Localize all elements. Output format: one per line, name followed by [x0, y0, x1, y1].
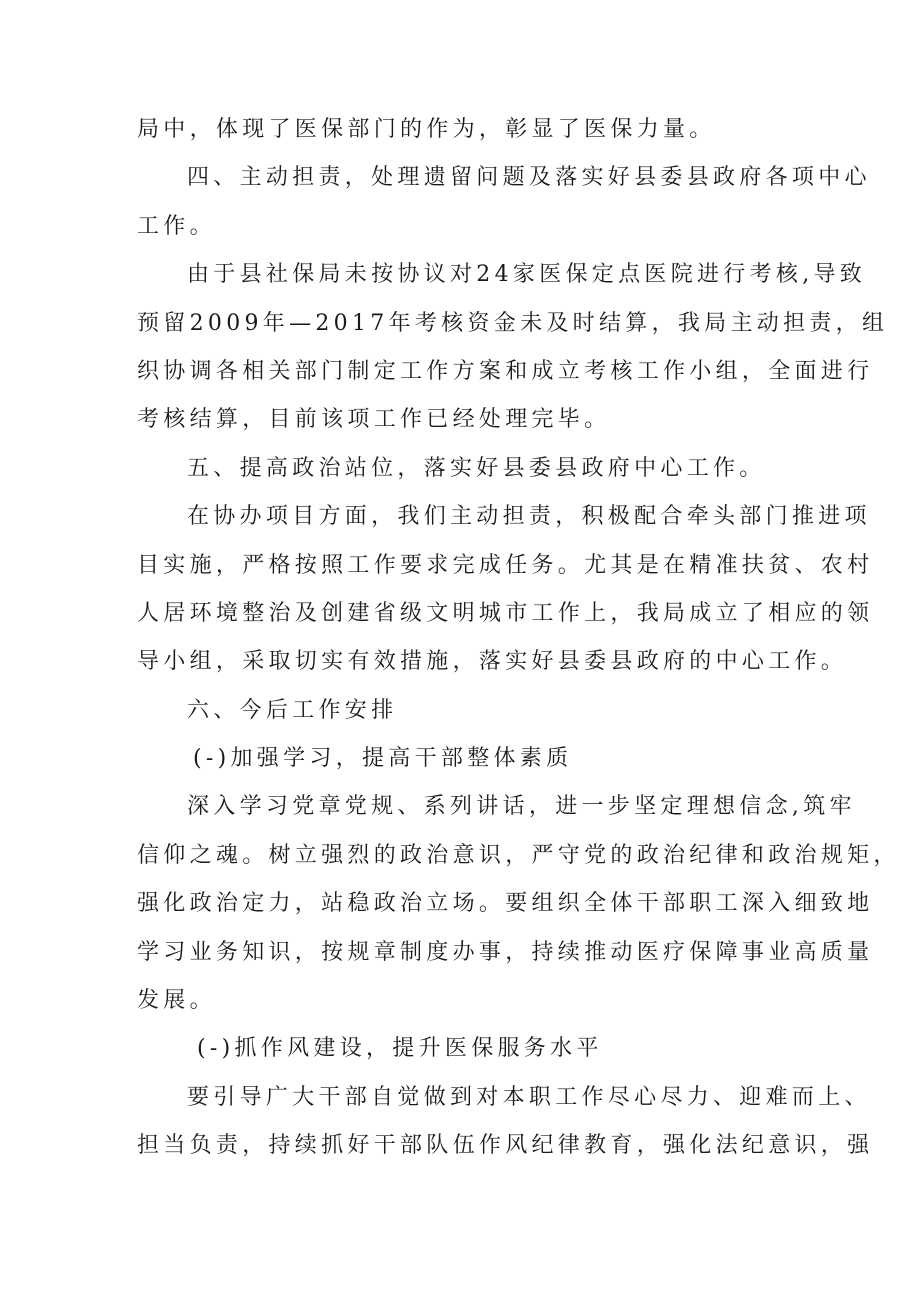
paragraph-line: 信仰之魂。树立强烈的政治意识，严守党的政治纪律和政治规矩，	[137, 842, 900, 868]
paragraph-line: 人居环境整治及创建省级文明城市工作上，我局成立了相应的领	[137, 600, 874, 626]
paragraph-line: 要引导广大干部自觉做到对本职工作尽心尽力、迎难而上、	[187, 1084, 871, 1110]
paragraph-line: 织协调各相关部门制定工作方案和成立考核工作小组，全面进行	[137, 358, 874, 384]
paragraph-line: 导小组，采取切实有效措施，落实好县委县政府的中心工作。	[137, 649, 848, 675]
subsection-heading-one: (-)加强学习，提高干部整体素质	[193, 746, 573, 772]
paragraph-line: 在协办项目方面，我们主动担责，积极配合牵头部门推进项	[187, 504, 871, 530]
paragraph-line: 考核结算，目前该项工作已经处理完毕。	[137, 407, 611, 433]
paragraph-line: 由于县社保局未按协议对24家医保定点医院进行考核,导致	[187, 262, 867, 288]
document-body	[137, 106, 900, 1171]
section-heading-four-cont: 工作。	[137, 213, 216, 239]
paragraph-line: 强化政治定力，站稳政治立场。要组织全体干部职工深入细致地	[137, 891, 874, 917]
subsection-heading-two: (-)抓作风建设，提升医保服务水平	[197, 1036, 603, 1062]
paragraph-line: 预留2009年—2017年考核资金未及时结算，我局主动担责，组	[137, 310, 889, 336]
section-heading-four: 四、主动担责，处理遗留问题及落实好县委县政府各项中心	[187, 165, 871, 191]
paragraph-line: 深入学习党章党规、系列讲话，进一步坚定理想信念,筑牢	[187, 794, 856, 820]
paragraph-line: 局中，体现了医保部门的作为，彰显了医保力量。	[137, 117, 716, 142]
section-heading-five: 五、提高政治站位，落实好县委县政府中心工作。	[187, 455, 766, 481]
paragraph-line: 学习业务知识，按规章制度办事，持续推动医疗保障事业高质量	[137, 939, 874, 965]
paragraph-line: 发展。	[137, 988, 216, 1014]
section-heading-six: 六、今后工作安排	[187, 697, 398, 723]
paragraph-line: 担当负责，持续抓好干部队伍作风纪律教育，强化法纪意识，强	[137, 1133, 874, 1159]
paragraph-line: 目实施，严格按照工作要求完成任务。尤其是在精准扶贫、农村	[137, 552, 874, 578]
